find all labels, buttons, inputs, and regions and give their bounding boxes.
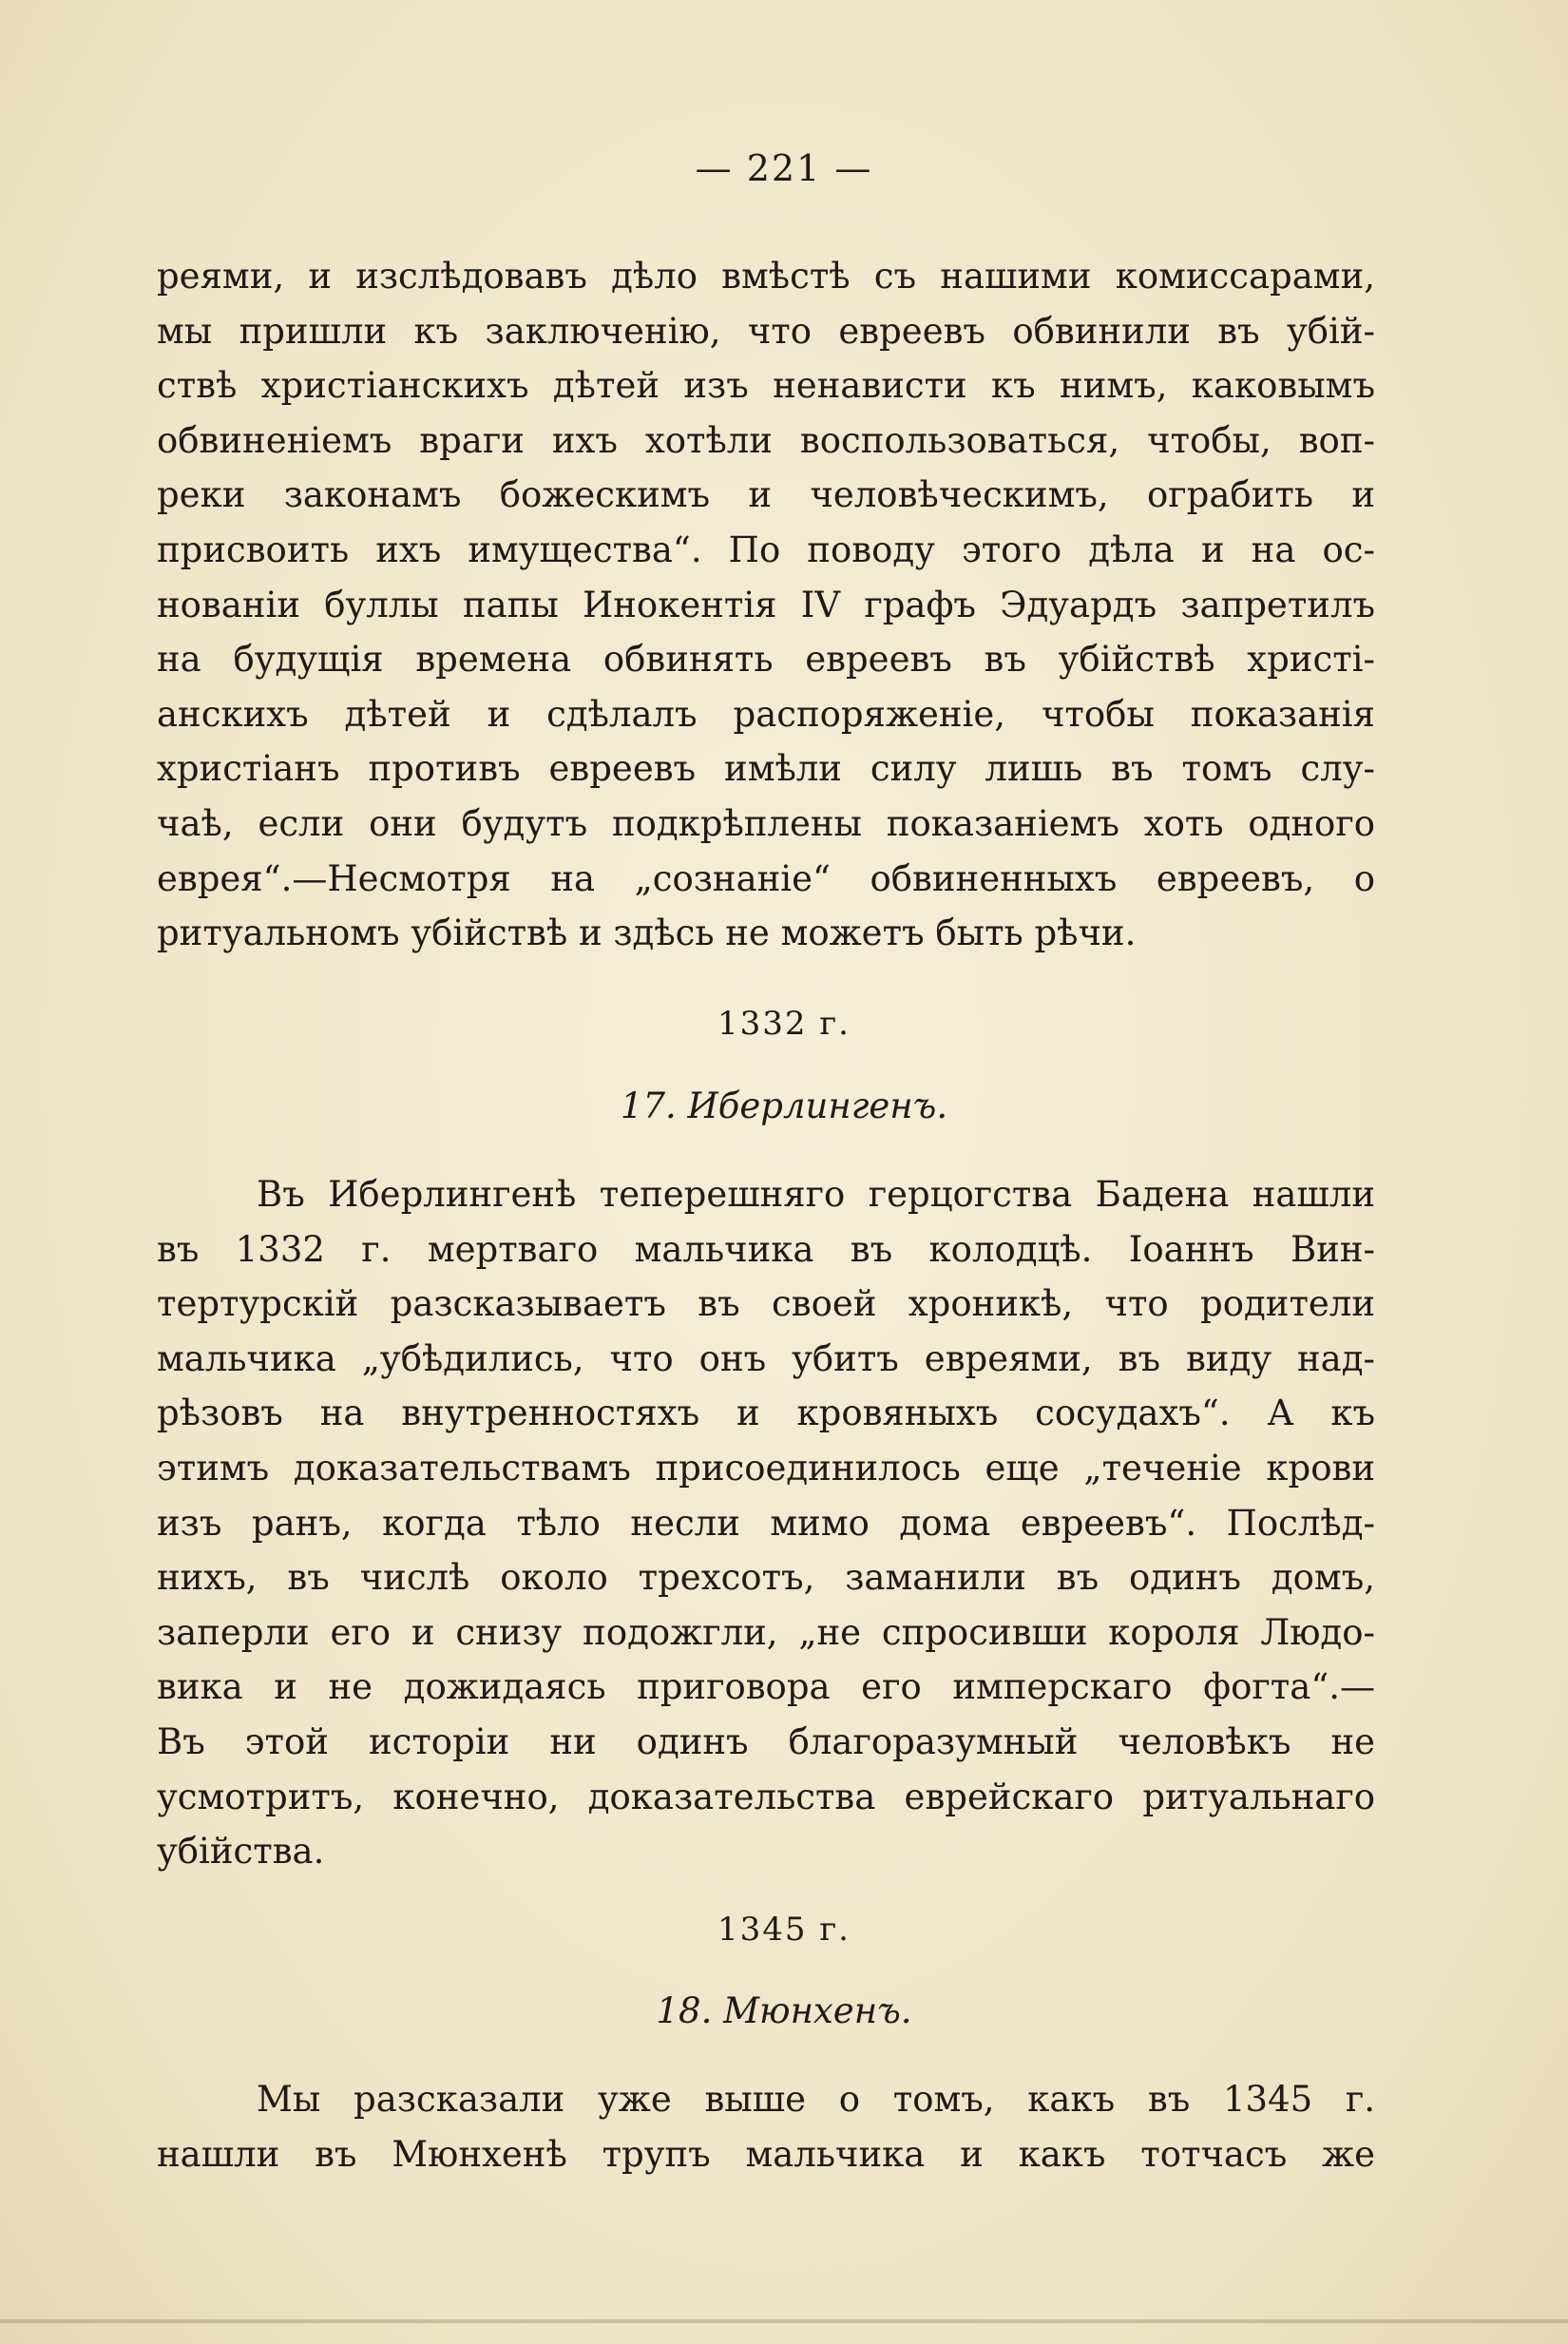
text-line: на будущія времена обвинять евреевъ въ убійствѣ христі- (157, 639, 1375, 681)
text-line: изъ ранъ, когда тѣло несли мимо дома евреевъ“. Послѣд- (157, 1502, 1375, 1544)
page-bottom-edge (0, 2319, 1568, 2323)
text-line: тертурскій разсказываетъ въ своей хроникѣ, что родители (157, 1283, 1375, 1325)
text-line: въ 1332 г. мертваго мальчика въ колодцѣ. Іоаннъ Вин- (157, 1228, 1375, 1270)
text-line: нованіи буллы папы Инокентія IV графъ Эдуардъ запретилъ (157, 584, 1375, 625)
paragraph-continued (157, 249, 1375, 961)
text-line: усмотритъ, конечно, доказательства еврейскаго ритуальнаго (157, 1776, 1375, 1817)
text-line: обвиненіемъ враги ихъ хотѣли воспользоваться, чтобы, воп- (157, 419, 1375, 461)
text-line: Мы разсказали уже выше о томъ, какъ въ 1345 г. (257, 2079, 1375, 2120)
section-18-heading: 18. Мюнхенъ. (656, 1990, 912, 2031)
text-line: анскихъ дѣтей и сдѣлалъ распоряженіе, чтобы показанія (157, 693, 1375, 735)
text-line: Въ этой исторіи ни одинъ благоразумный человѣкъ не (157, 1720, 1375, 1762)
text-line: Въ Иберлингенѣ теперешняго герцогства Бадена нашли (257, 1174, 1375, 1215)
text-line: реями, и изслѣдовавъ дѣло вмѣстѣ съ нашими комиссарами, (157, 256, 1375, 297)
text-line: мальчика „убѣдились, что онъ убитъ евреями, въ виду над- (157, 1337, 1375, 1379)
text-line: ствѣ христіанскихъ дѣтей изъ ненависти къ нимъ, каковымъ (157, 365, 1375, 407)
section-17-heading: 17. Иберлингенъ. (620, 1086, 948, 1126)
section-17-year: 1332 г. (717, 1005, 851, 1043)
text-line: ритуальномъ убійствѣ и здѣсь не можетъ быть рѣчи. (157, 913, 1137, 954)
text-line: реки законамъ божескимъ и человѣческимъ, ограбить и (157, 474, 1375, 516)
text-line: рѣзовъ на внутренностяхъ и кровяныхъ сосудахъ“. А къ (157, 1393, 1375, 1434)
section-18-year: 1345 г. (717, 1911, 851, 1949)
text-line: нашли въ Мюнхенѣ трупъ мальчика и какъ тотчасъ же (157, 2133, 1375, 2175)
section-17-paragraph (157, 1167, 1375, 1879)
text-line: мы пришли къ заключенію, что евреевъ обвинили въ убій- (157, 310, 1375, 352)
text-line: нихъ, въ числѣ около трехсотъ, заманили въ одинъ домъ, (157, 1557, 1375, 1599)
page-number: — 221 — (695, 147, 873, 189)
text-line: этимъ доказательствамъ присоединилось еще „теченіе крови (157, 1447, 1375, 1489)
text-line: христіанъ противъ евреевъ имѣли силу лишь въ томъ слу- (157, 748, 1375, 790)
text-line: присвоить ихъ имущества“. По поводу этого дѣла и на ос- (157, 528, 1375, 570)
text-line: заперли его и снизу подожгли, „не спросивши короля Людо- (157, 1611, 1375, 1653)
text-line: убійства. (157, 1831, 325, 1873)
section-18-paragraph (157, 2072, 1375, 2181)
text-line: чаѣ, если они будутъ подкрѣплены показаніемъ хоть одного (157, 802, 1375, 844)
text-line: еврея“.—Несмотря на „сознаніе“ обвиненныхъ евреевъ, о (157, 857, 1375, 899)
text-line: вика и не дожидаясь приговора его имперскаго фогта“.— (157, 1666, 1375, 1708)
